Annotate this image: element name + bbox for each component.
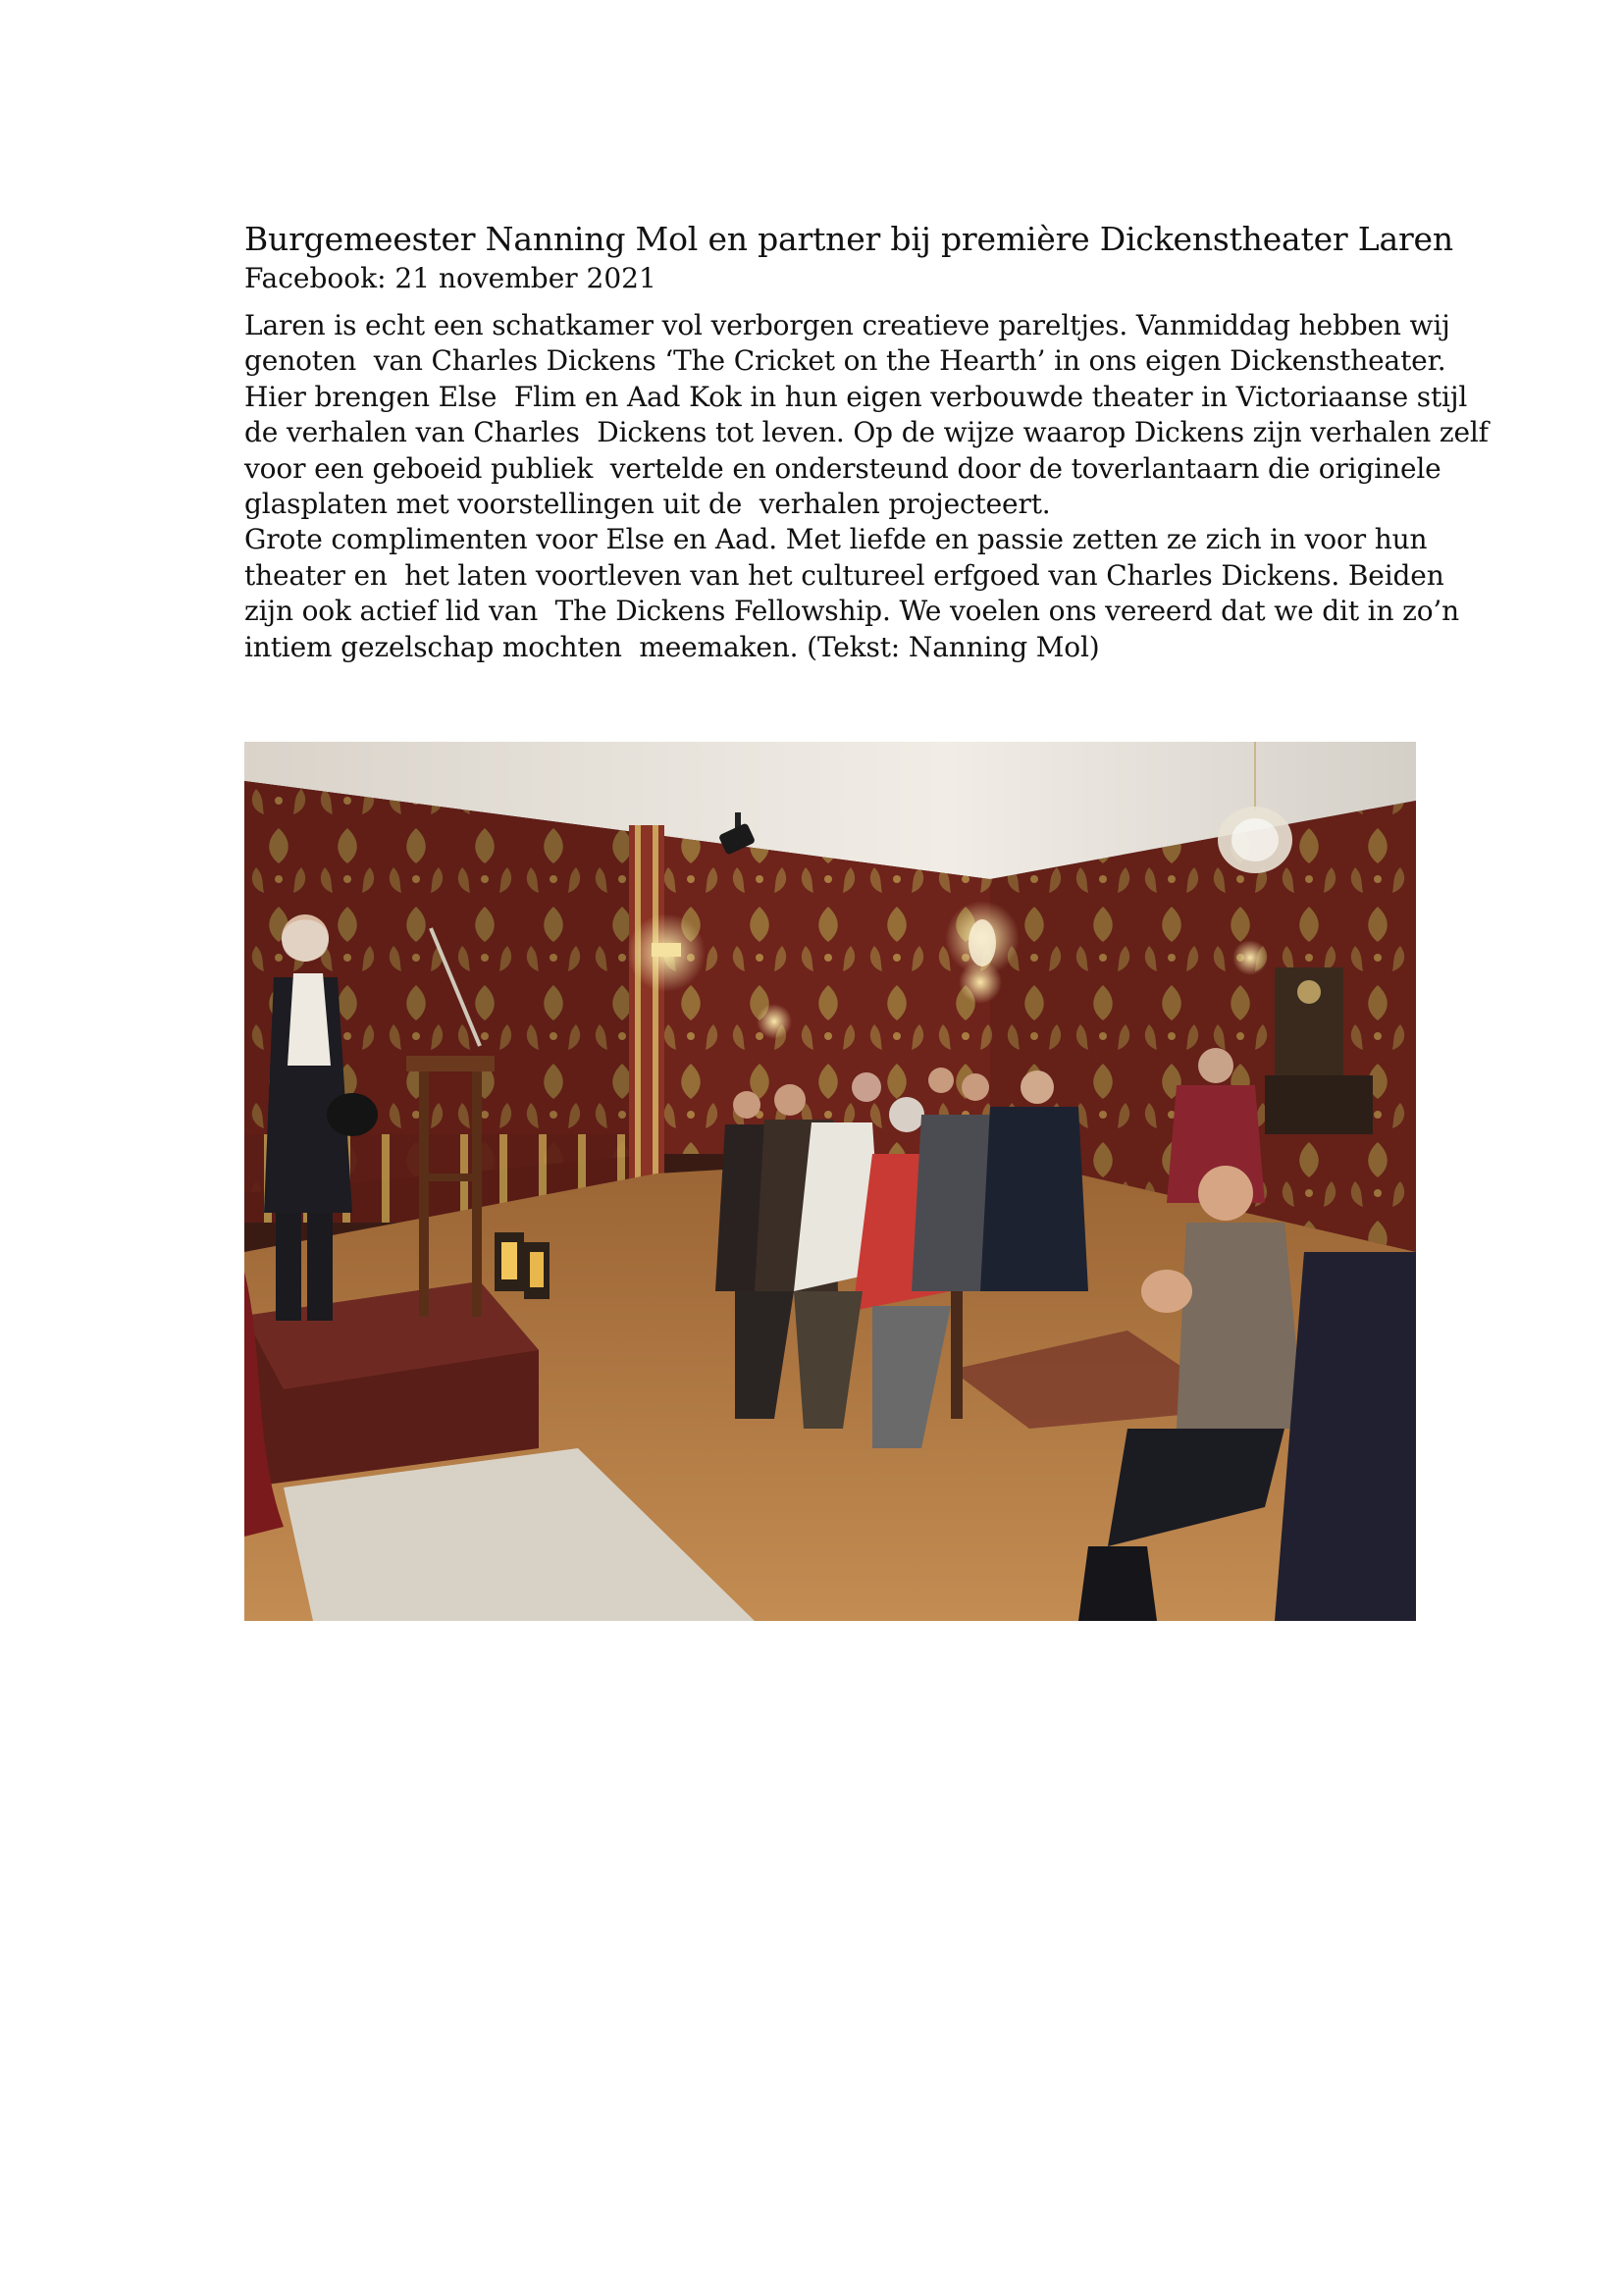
body-line: Hier brengen Else Flim en Aad Kok in hun eigen verbouwde theater in Victoriaanse stijl: [244, 380, 1468, 413]
body-line: Grote complimenten voor Else en Aad. Met liefde en passie zetten ze zich in voor hun: [244, 523, 1428, 556]
body-line: theater en het laten voortleven van het cultureel erfgoed van Charles Dickens. Beiden: [244, 558, 1444, 592]
body-line: de verhalen van Charles Dickens tot leven. Op de wijze waarop Dickens zijn verhalen zelf: [244, 416, 1489, 449]
body-line: zijn ook actief lid van The Dickens Fellowship. We voelen ons vereerd dat we dit in zo’n: [244, 595, 1460, 628]
body-line: genoten van Charles Dickens ‘The Cricket on the Hearth’ in ons eigen Dickenstheater.: [244, 344, 1446, 378]
page-title: Burgemeester Nanning Mol en partner bij première Dickenstheater Laren: [244, 220, 1453, 258]
body-paragraph: [244, 308, 1489, 665]
body-line: Laren is echt een schatkamer vol verborgen creatieve pareltjes. Vanmiddag hebben wij: [244, 309, 1450, 341]
theatre-photo-illustration: [244, 742, 1416, 1621]
body-line: voor een geboeid publiek vertelde en ondersteund door de toverlantaarn die originele: [244, 451, 1441, 485]
source-line: Facebook: 21 november 2021: [244, 262, 656, 294]
body-line: glasplaten met voorstellingen uit de verhalen projecteert.: [244, 488, 1051, 521]
theatre-photo: [244, 742, 1416, 1621]
body-line: intiem gezelschap mochten meemaken. (Tekst: Nanning Mol): [244, 630, 1100, 663]
